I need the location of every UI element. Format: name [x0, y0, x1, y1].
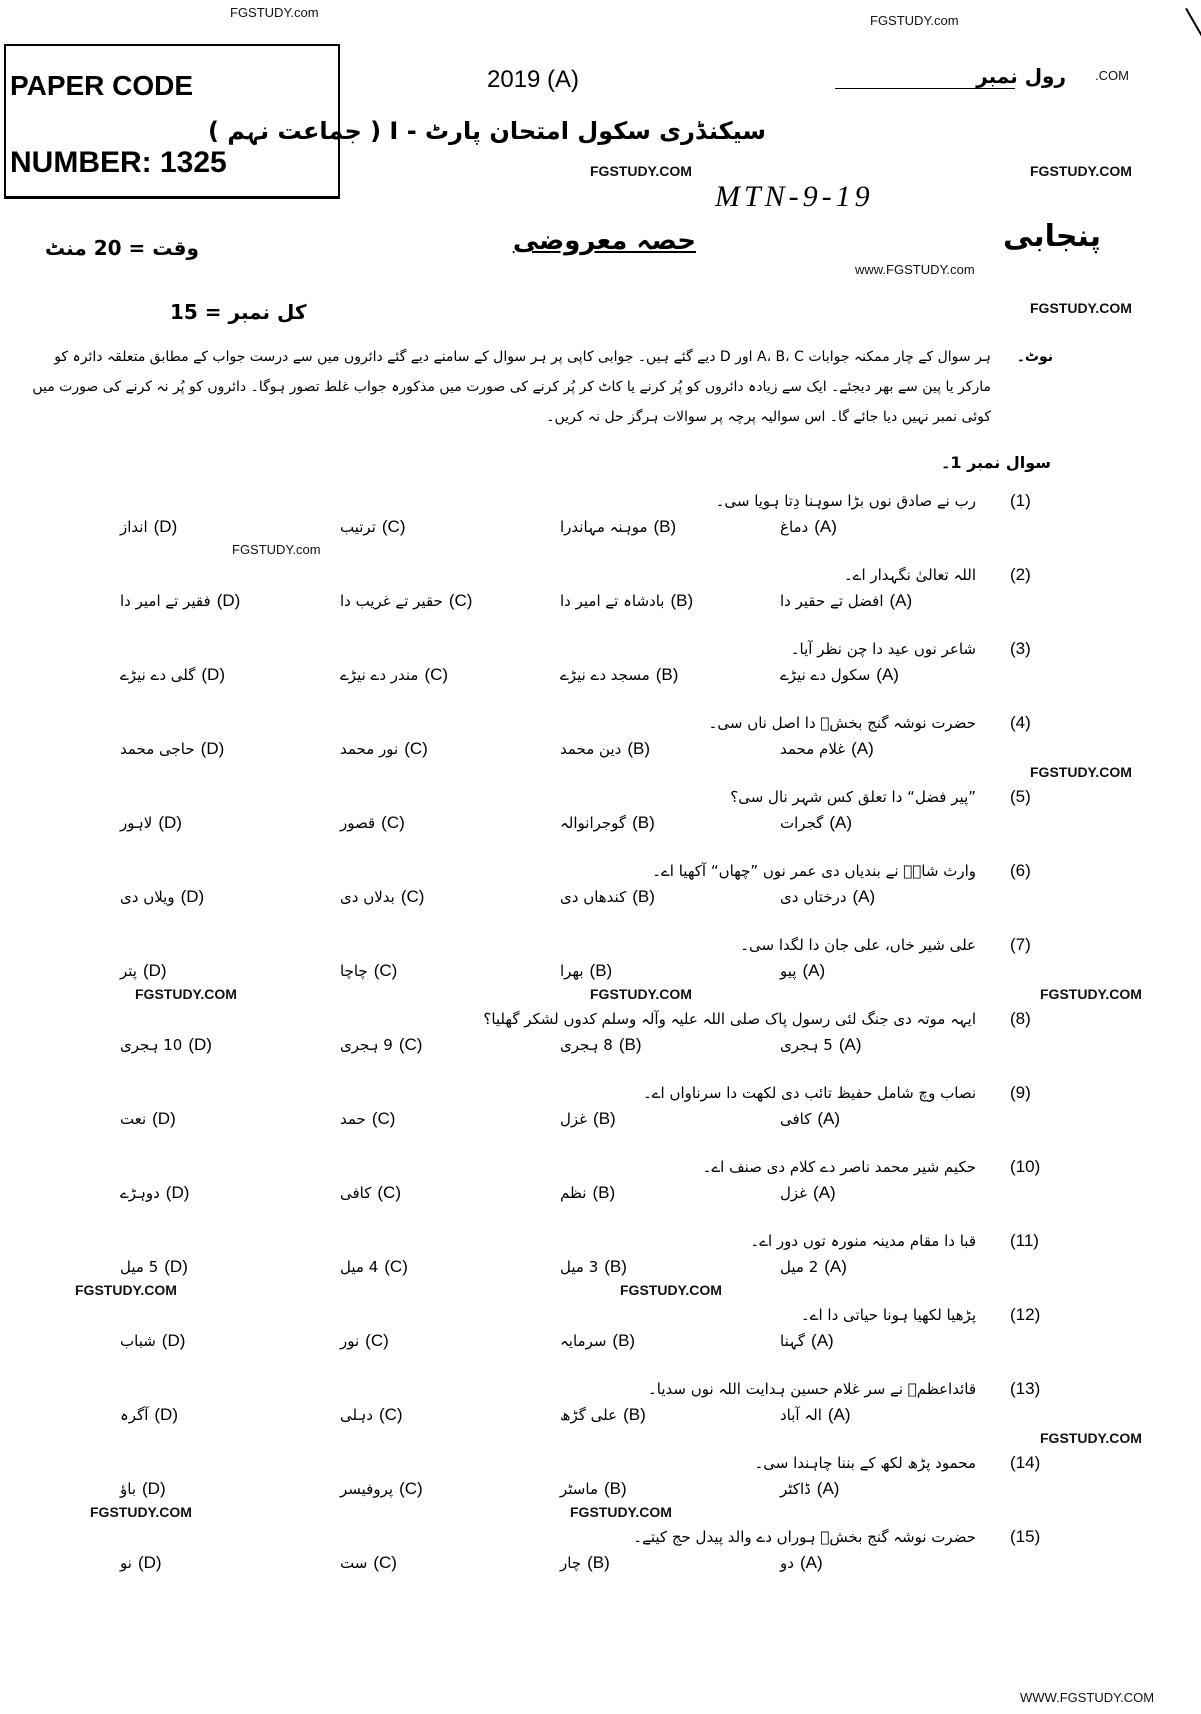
option-c	[340, 1034, 422, 1056]
option-letter: (A)	[827, 1405, 851, 1424]
option-text: نور	[340, 1332, 360, 1350]
option-a	[780, 1034, 861, 1056]
watermark-text: FGSTUDY.COM	[570, 1504, 672, 1520]
watermark-text: FGSTUDY.com	[870, 13, 959, 28]
option-text: ترتیب	[340, 518, 376, 536]
option-letter: (A)	[852, 887, 876, 906]
option-text: درختاں دی	[780, 888, 847, 906]
option-letter: (D)	[165, 1183, 190, 1202]
exam-title: سیکنڈری سکول امتحان پارٹ - I ( جماعت نہم )	[207, 117, 766, 145]
option-letter: (C)	[365, 1331, 389, 1350]
question-text: نصاب وچ شامل حفیظ تائب دی لکھت دا سرناواں اے۔	[642, 1084, 976, 1102]
option-letter: (C)	[373, 961, 398, 980]
option-letter: (A)	[813, 1183, 836, 1202]
subject-title: پنجابی	[1002, 219, 1101, 254]
option-letter: (B)	[592, 1183, 616, 1202]
option-a	[780, 886, 875, 908]
option-a	[780, 1182, 836, 1204]
option-d	[120, 1256, 188, 1278]
option-letter: (A)	[824, 1257, 847, 1276]
note-label: نوٹ۔	[1016, 349, 1053, 365]
watermark-text: FGSTUDY.COM	[1040, 1430, 1142, 1446]
total-marks: کل نمبر = 15	[170, 300, 307, 324]
option-d	[120, 1404, 178, 1426]
option-letter: (C)	[398, 1035, 423, 1054]
question-heading: سوال نمبر 1۔	[940, 453, 1051, 472]
question-text: پڑھیا لکھیا ہونا حیاتی دا اے۔	[800, 1306, 976, 1324]
option-text: پیو	[780, 962, 797, 980]
option-text: سرمایہ	[560, 1332, 607, 1350]
option-c	[340, 738, 428, 760]
option-text: غزل	[780, 1184, 808, 1202]
option-text: افضل تے حقیر دا	[780, 592, 884, 610]
option-letter: (D)	[142, 961, 167, 980]
question-number: (5)	[1010, 787, 1031, 806]
question-number: (13)	[1010, 1379, 1041, 1398]
option-letter: (A)	[799, 1553, 823, 1572]
option-letter: (A)	[817, 1109, 841, 1128]
option-letter: (D)	[216, 591, 241, 610]
option-letter: (A)	[838, 1035, 862, 1054]
question-text: علی شیر خاں، علی جان دا لگدا سی۔	[740, 936, 976, 954]
option-d	[120, 664, 225, 686]
option-letter: (A)	[889, 591, 913, 610]
option-letter: (C)	[381, 517, 406, 536]
option-letter: (D)	[137, 1553, 162, 1572]
option-c	[340, 886, 424, 908]
pen-mark	[1185, 8, 1201, 40]
option-a	[780, 1256, 847, 1278]
option-b	[560, 1182, 615, 1204]
question-number: (12)	[1010, 1305, 1041, 1324]
option-text: 5 ہجری	[780, 1036, 833, 1054]
option-letter: (D)	[158, 813, 182, 832]
watermark-text: FGSTUDY.COM	[1040, 986, 1142, 1002]
question-number: (15)	[1010, 1527, 1041, 1546]
option-letter: (B)	[604, 1257, 627, 1276]
question-number: (2)	[1010, 565, 1031, 584]
question-number: (9)	[1010, 1083, 1031, 1102]
option-d	[120, 1330, 185, 1352]
option-text: سکول دے نیڑے	[780, 666, 871, 684]
question-text: اللہ تعالیٰ نگہدار اے۔	[843, 566, 976, 584]
option-b	[560, 664, 678, 686]
handwritten-code: MTN-9-19	[715, 180, 874, 213]
option-letter: (B)	[653, 517, 677, 536]
option-text: 3 میل	[560, 1258, 599, 1276]
option-d	[120, 1034, 212, 1056]
option-letter: (C)	[377, 1183, 401, 1202]
option-letter: (C)	[381, 813, 405, 832]
option-letter: (B)	[627, 739, 650, 758]
option-text: دماغ	[780, 518, 809, 536]
option-c	[340, 1182, 401, 1204]
option-text: انداز	[120, 518, 148, 536]
question-number: (14)	[1010, 1453, 1041, 1472]
option-a	[780, 516, 837, 538]
watermark-text: FGSTUDY.COM	[135, 986, 237, 1002]
option-letter: (D)	[200, 739, 225, 758]
question-text: ”پیر فضل“ دا تعلق کس شہر نال سی؟	[730, 788, 976, 806]
option-b	[560, 886, 655, 908]
option-letter: (C)	[424, 665, 449, 684]
option-a	[780, 1552, 823, 1574]
option-text: لاہور	[120, 814, 153, 832]
option-letter: (B)	[618, 1035, 642, 1054]
watermark-text: FGSTUDY.COM	[620, 1282, 722, 1298]
option-text: غزل	[560, 1110, 588, 1128]
option-letter: (B)	[603, 1479, 627, 1498]
option-b	[560, 516, 676, 538]
option-c	[340, 516, 406, 538]
option-letter: (D)	[188, 1035, 212, 1054]
option-text: گہنا	[780, 1332, 806, 1350]
option-letter: (A)	[811, 1331, 834, 1350]
option-text: ست	[340, 1554, 368, 1572]
option-letter: (C)	[378, 1405, 403, 1424]
option-c	[340, 1108, 395, 1130]
instructions-note: ہر سوال کے چار ممکنہ جوابات A، B، C اور D دیے گئے ہیں۔ جوابی کاپی پر ہر سوال کے سامنے دیے گئے دائروں میں سے درست جواب کے مطابق متعلقہ دائرہ کو مارکر یا پین سے بھر دیجئے۔ ایک سے زیادہ دائروں کو پُر کرنے یا کاٹ کر پُر کرنے کی صورت میں مذکورہ جواب غلط تصور ہوگا۔ دائروں کو پُر نہ کرنے کی صورت میں کوئی نمبر نہیں دیا جائے گا۔ اس سوالیہ پرچہ پر سوالات ہرگز حل نہ کریں۔	[32, 349, 991, 425]
option-letter: (B)	[655, 665, 679, 684]
option-letter: (B)	[593, 1109, 616, 1128]
option-letter: (B)	[623, 1405, 646, 1424]
option-a	[780, 738, 874, 760]
option-letter: (C)	[371, 1109, 396, 1128]
option-text: کافی	[780, 1110, 812, 1128]
watermark-text: FGSTUDY.COM	[1030, 764, 1132, 780]
option-c	[340, 1256, 408, 1278]
question-text: شاعر نوں عید دا چن نظر آیا۔	[790, 640, 976, 658]
option-text: 8 ہجری	[560, 1036, 613, 1054]
option-b	[560, 1330, 635, 1352]
question-number: (3)	[1010, 639, 1031, 658]
option-letter: (B)	[632, 813, 655, 832]
question-number: (10)	[1010, 1157, 1041, 1176]
paper-code-number: NUMBER: 1325	[10, 146, 227, 179]
option-b	[560, 1108, 616, 1130]
option-c	[340, 664, 448, 686]
question-text: رب نے صادق نوں بڑا سوہنا دِتا ہویا سی۔	[715, 492, 976, 510]
option-text: الہ آباد	[780, 1406, 822, 1424]
option-letter: (C)	[384, 1257, 408, 1276]
watermark-text: FGSTUDY.COM	[75, 1282, 177, 1298]
option-letter: (A)	[851, 739, 874, 758]
question-text: حضرت نوشہ گنج بخشؒ دا اصل ناں سی۔	[708, 714, 976, 732]
option-b	[560, 1552, 610, 1574]
question-text: حضرت نوشہ گنج بخشؒ ہوراں دے والد پیدل حج کیتے۔	[633, 1528, 976, 1546]
option-letter: (D)	[154, 1405, 178, 1424]
option-a	[780, 1478, 839, 1500]
watermark-text: FGSTUDY.COM	[1030, 163, 1132, 179]
time-allowed: وقت = 20 منٹ	[45, 236, 199, 260]
option-text: پتر	[120, 962, 137, 980]
option-c	[340, 1478, 423, 1500]
option-text: نظم	[560, 1184, 587, 1202]
watermark-text: FGSTUDY.COM	[90, 1504, 192, 1520]
option-d	[120, 960, 167, 982]
option-text: علی گڑھ	[560, 1406, 618, 1424]
option-text: ویلاں دی	[120, 888, 175, 906]
question-number: (6)	[1010, 861, 1031, 880]
question-number: (7)	[1010, 935, 1031, 954]
option-b	[560, 1256, 627, 1278]
option-d	[120, 1182, 189, 1204]
option-d	[120, 1478, 166, 1500]
watermark-text: .COM	[1095, 68, 1129, 83]
option-c	[340, 1552, 397, 1574]
question-number: (11)	[1010, 1231, 1039, 1250]
option-letter: (B)	[632, 887, 655, 906]
option-text: حمد	[340, 1110, 366, 1128]
option-text: پروفیسر	[340, 1480, 394, 1498]
option-text: 4 میل	[340, 1258, 379, 1276]
option-text: آگرہ	[120, 1406, 149, 1424]
option-b	[560, 1034, 641, 1056]
option-letter: (D)	[153, 517, 178, 536]
option-letter: (D)	[152, 1109, 176, 1128]
option-letter: (B)	[587, 1553, 610, 1572]
question-number: (8)	[1010, 1009, 1031, 1028]
option-d	[120, 738, 224, 760]
watermark-text: FGSTUDY.COM	[590, 986, 692, 1002]
option-text: گلی دے نیڑے	[120, 666, 196, 684]
option-text: حاجی محمد	[120, 740, 195, 758]
option-d	[120, 1108, 176, 1130]
option-c	[340, 590, 472, 612]
option-text: مندر دے نیڑے	[340, 666, 419, 684]
option-text: 10 ہجری	[120, 1036, 183, 1054]
option-text: 2 میل	[780, 1258, 819, 1276]
paper-code-label: PAPER CODE	[10, 70, 194, 101]
option-letter: (A)	[814, 517, 837, 536]
option-b	[560, 960, 612, 982]
option-text: بدلاں دی	[340, 888, 395, 906]
roll-number-line	[835, 88, 1015, 89]
option-d	[120, 812, 182, 834]
option-b	[560, 1404, 646, 1426]
option-text: دوہڑے	[120, 1184, 160, 1202]
option-text: فقیر تے امیر دا	[120, 592, 211, 610]
option-text: نعت	[120, 1110, 147, 1128]
watermark-text: FGSTUDY.com	[230, 5, 319, 20]
option-letter: (A)	[829, 813, 853, 832]
option-a	[780, 1404, 851, 1426]
option-text: کافی	[340, 1184, 372, 1202]
option-letter: (B)	[589, 961, 613, 980]
option-letter: (D)	[164, 1257, 188, 1276]
option-letter: (D)	[180, 887, 205, 906]
question-text: قائداعظمؒ نے سر غلام حسین ہدایت اللہ نوں سدیا۔	[648, 1380, 976, 1398]
option-text: دہلی	[340, 1406, 373, 1424]
option-letter: (D)	[161, 1331, 186, 1350]
option-text: دو	[780, 1554, 794, 1572]
question-text: حکیم شیر محمد ناصر دے کلام دی صنف اے۔	[702, 1158, 976, 1176]
question-text: محمود پڑھ لکھ کے بننا چاہندا سی۔	[754, 1454, 976, 1472]
option-text: حقیر تے غریب دا	[340, 592, 443, 610]
option-a	[780, 812, 852, 834]
option-text: بھرا	[560, 962, 584, 980]
option-text: چار	[560, 1554, 582, 1572]
option-text: 9 ہجری	[340, 1036, 393, 1054]
option-letter: (C)	[400, 887, 425, 906]
option-text: کندھاں دی	[560, 888, 627, 906]
option-text: غلام محمد	[780, 740, 846, 758]
option-text: شباب	[120, 1332, 156, 1350]
option-letter: (C)	[404, 739, 428, 758]
option-letter: (C)	[448, 591, 473, 610]
option-text: ماسٹر	[560, 1480, 598, 1498]
question-text: وارث شاہؒ نے بندیاں دی عمر نوں ”چھاں“ آکھیا اے۔	[652, 862, 976, 880]
option-a	[780, 1330, 834, 1352]
option-b	[560, 590, 693, 612]
option-b	[560, 812, 655, 834]
option-letter: (A)	[816, 1479, 840, 1498]
roll-number-label: رول نمبر	[976, 64, 1066, 88]
question-text: قبا دا مقام مدینہ منورہ توں دور اے۔	[750, 1232, 976, 1250]
option-b	[560, 738, 650, 760]
option-d	[120, 516, 177, 538]
option-letter: (A)	[876, 665, 899, 684]
option-a	[780, 664, 899, 686]
option-letter: (D)	[201, 665, 225, 684]
option-a	[780, 1108, 840, 1130]
option-letter: (D)	[142, 1479, 166, 1498]
option-d	[120, 886, 204, 908]
watermark-text: FGSTUDY.COM	[1030, 300, 1132, 316]
watermark-text: FGSTUDY.COM	[590, 163, 692, 179]
option-text: نو	[120, 1554, 132, 1572]
option-c	[340, 1330, 389, 1352]
option-c	[340, 812, 405, 834]
option-b	[560, 1478, 627, 1500]
option-text: موہنہ مہاندرا	[560, 518, 648, 536]
option-d	[120, 1552, 162, 1574]
option-a	[780, 590, 912, 612]
option-c	[340, 1404, 403, 1426]
option-text: باؤ	[120, 1480, 136, 1498]
option-letter: (C)	[399, 1479, 423, 1498]
option-letter: (B)	[670, 591, 694, 610]
section-title: حصہ معروضی	[512, 226, 696, 256]
option-text: ڈاکٹر	[780, 1480, 811, 1498]
watermark-text: www.FGSTUDY.com	[855, 262, 975, 277]
option-text: چاچا	[340, 962, 368, 980]
exam-year: 2019 (A)	[487, 66, 580, 93]
watermark-text: FGSTUDY.com	[232, 542, 321, 557]
watermark-text: WWW.FGSTUDY.COM	[1020, 1690, 1155, 1705]
option-text: مسجد دے نیڑے	[560, 666, 650, 684]
option-letter: (C)	[373, 1553, 397, 1572]
option-text: نور محمد	[340, 740, 399, 758]
option-c	[340, 960, 397, 982]
option-text: گوجرانوالہ	[560, 814, 627, 832]
question-number: (1)	[1010, 491, 1031, 510]
option-text: بادشاہ تے امیر دا	[560, 592, 665, 610]
option-d	[120, 590, 240, 612]
option-a	[780, 960, 825, 982]
question-number: (4)	[1010, 713, 1031, 732]
option-text: قصور	[340, 814, 376, 832]
question-text: ایہہ موتہ دی جنگ لئی رسول پاک صلی اللہ علیہ وآلہ وسلم کدوں لشکر گھلیا؟	[483, 1010, 976, 1028]
option-text: دین محمد	[560, 740, 622, 758]
option-letter: (A)	[802, 961, 826, 980]
option-text: 5 میل	[120, 1258, 159, 1276]
option-text: گجرات	[780, 814, 824, 832]
option-letter: (B)	[612, 1331, 636, 1350]
